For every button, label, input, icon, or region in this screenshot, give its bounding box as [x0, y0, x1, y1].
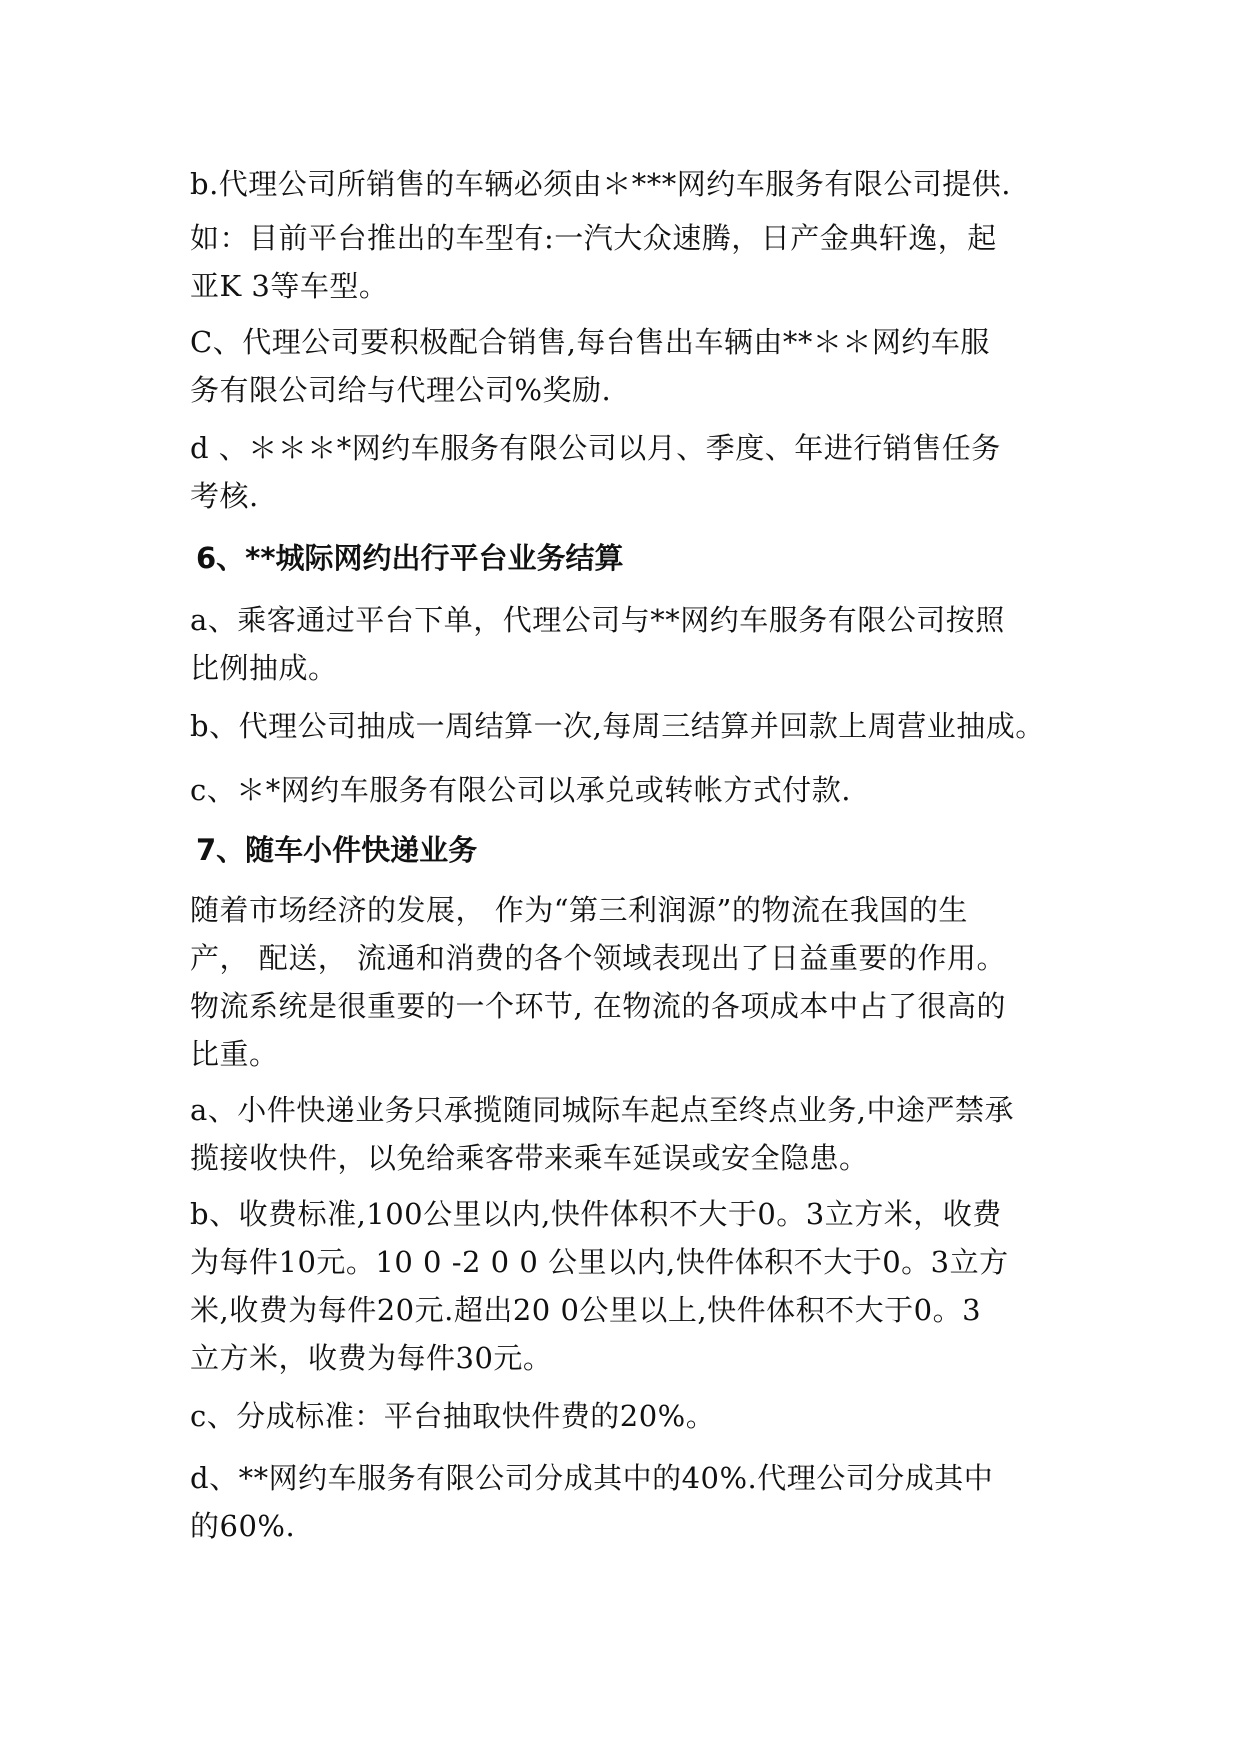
- paragraph-share-standard: [190, 1392, 1070, 1440]
- paragraph-vehicle-models: [190, 214, 1070, 310]
- text-line: 的60%.: [190, 1509, 296, 1543]
- text-line: d 、＊＊＊*网约车服务有限公司以月、季度、年进行销售任务: [190, 431, 1001, 465]
- text-line: C、代理公司要积极配合销售,每台售出车辆由**＊＊网约车服: [190, 325, 990, 359]
- text-line: 为每件10元。10 0 -2 0 0 公里以内,快件体积不大于0。3立方: [190, 1245, 1009, 1279]
- text-line: b.代理公司所销售的车辆必须由＊***网约车服务有限公司提供.: [190, 167, 1012, 201]
- text-line: c、＊*网约车服务有限公司以承兑或转帐方式付款.: [190, 773, 851, 807]
- paragraph-settlement-a: [190, 596, 1070, 692]
- text-line: 随着市场经济的发展， 作为“第三利润源”的物流在我国的生: [190, 893, 968, 927]
- paragraph-sales-reward: [190, 318, 1070, 414]
- text-line: b、收费标准,100公里以内,快件体积不大于0。3立方米，收费: [190, 1197, 1002, 1231]
- paragraph-vehicle-supply: [190, 160, 1070, 208]
- paragraph-share-split: [190, 1454, 1070, 1550]
- paragraph-settlement-b: [190, 702, 1070, 750]
- text-line: a、乘客通过平台下单，代理公司与**网约车服务有限公司按照: [190, 603, 1005, 637]
- text-line: 产， 配送， 流通和消费的各个领域表现出了日益重要的作用。: [190, 941, 1006, 975]
- text-line: 米,收费为每件20元.超出20 0公里以上,快件体积不大于0。3: [190, 1293, 982, 1327]
- paragraph-express-scope: [190, 1086, 1070, 1182]
- text-line: 务有限公司给与代理公司%奖励.: [190, 373, 612, 407]
- text-line: 比例抽成。: [190, 651, 338, 685]
- paragraph-logistics-intro: [190, 886, 1070, 1078]
- text-line: c、分成标准：平台抽取快件费的20%。: [190, 1399, 716, 1433]
- text-line: a、小件快递业务只承揽随同城际车起点至终点业务,中途严禁承: [190, 1093, 1015, 1127]
- heading-section-6: 6、**城际网约出行平台业务结算: [196, 541, 624, 575]
- text-line: 立方米，收费为每件30元。: [190, 1341, 553, 1375]
- paragraph-fee-standard: [190, 1190, 1070, 1382]
- text-line: 如：目前平台推出的车型有:一汽大众速腾，日产金典轩逸，起: [190, 221, 997, 255]
- paragraph-settlement-c: [190, 766, 1070, 814]
- text-line: 亚K 3等车型。: [190, 269, 389, 303]
- heading-section-7: 7、随车小件快递业务: [196, 833, 478, 867]
- text-line: 比重。: [190, 1037, 279, 1071]
- text-line: 揽接收快件，以免给乘客带来乘车延误或安全隐患。: [190, 1141, 869, 1175]
- text-line: b、代理公司抽成一周结算一次,每周三结算并回款上周营业抽成。: [190, 709, 1045, 743]
- paragraph-sales-assessment: [190, 424, 1070, 520]
- text-line: d、**网约车服务有限公司分成其中的40%.代理公司分成其中: [190, 1461, 994, 1495]
- text-line: 考核.: [190, 479, 259, 513]
- text-line: 物流系统是很重要的一个环节, 在物流的各项成本中占了很高的: [190, 989, 1006, 1023]
